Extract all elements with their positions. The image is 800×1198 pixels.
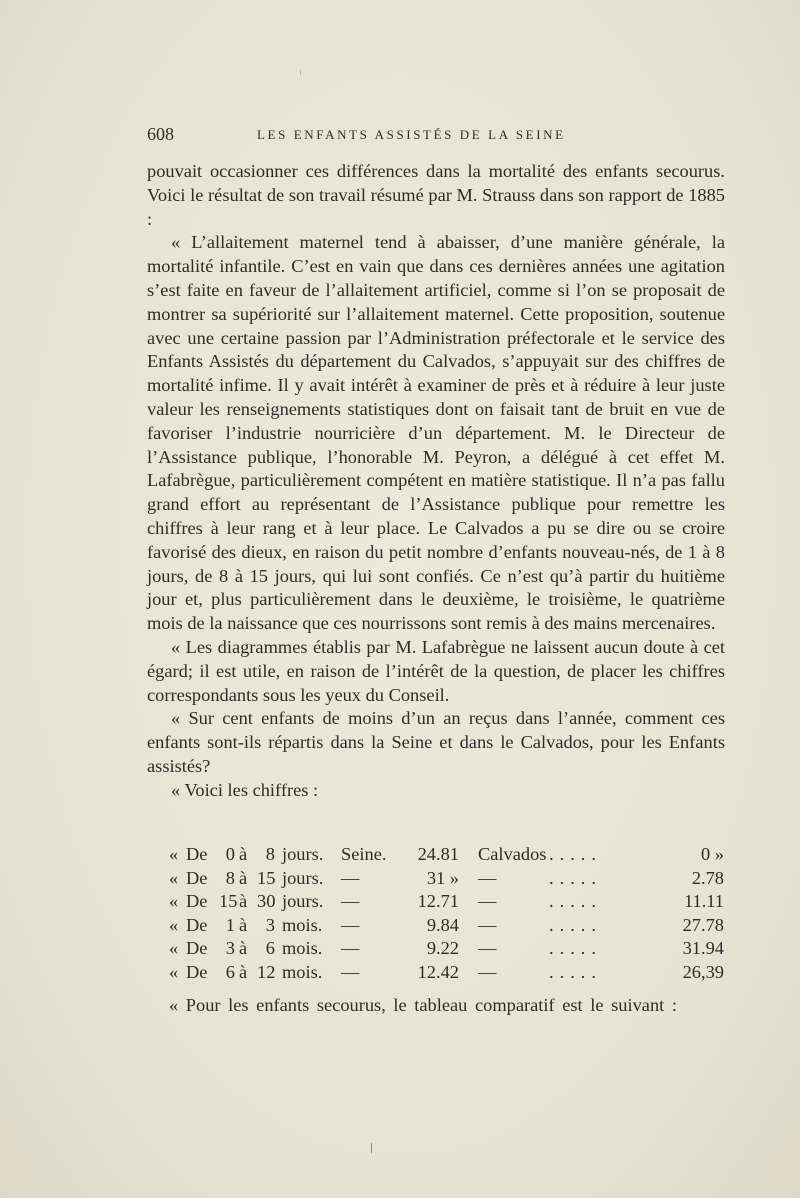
row-a: à: [239, 961, 248, 982]
row-de: De: [186, 961, 208, 982]
calvados-label: Calvados: [478, 844, 547, 864]
table-row: [169, 843, 729, 867]
paragraph: « Les diagrammes établis par M. Lafabrègue ne laissent aucun doute à cet égard; il est utile, en raison de l’intérêt de la question, de placer les chiffres correspondants sous les yeux du Conseil.: [147, 636, 725, 705]
leader-dots: .....: [549, 961, 602, 982]
row-de: De: [186, 938, 208, 959]
calvados-label: —: [478, 914, 497, 935]
row-from: 0: [225, 844, 235, 864]
row-to: 3: [265, 914, 275, 935]
leader-dots: .....: [549, 938, 602, 959]
seine-label: —: [341, 867, 360, 888]
row-quote: «: [169, 891, 179, 912]
table-row: [169, 914, 729, 938]
row-to: 12: [257, 961, 276, 982]
row-quote: «: [169, 914, 179, 935]
calvados-value: 0 »: [701, 844, 724, 864]
table-row: [169, 867, 729, 891]
table-row: [169, 961, 729, 985]
row-from: 8: [225, 867, 235, 888]
table-row: [169, 890, 729, 914]
seine-label: —: [341, 961, 360, 982]
row-a: à: [239, 938, 248, 959]
calvados-value: 2.78: [691, 867, 724, 888]
row-unit: jours.: [282, 844, 324, 864]
row-a: à: [239, 914, 248, 935]
seine-label: —: [341, 891, 360, 912]
seine-value: 31 »: [426, 867, 459, 888]
row-from: 3: [225, 938, 235, 959]
calvados-label: —: [478, 961, 497, 982]
table-row: [169, 937, 729, 961]
row-to: 6: [265, 938, 275, 959]
row-unit: mois.: [282, 938, 323, 959]
calvados-value: 27.78: [682, 914, 724, 935]
seine-value: 12.42: [417, 961, 459, 982]
calvados-value: 31.94: [682, 938, 724, 959]
row-a: à: [239, 891, 248, 912]
row-quote: «: [169, 844, 179, 864]
calvados-value: 11.11: [683, 891, 724, 912]
row-a: à: [239, 844, 248, 864]
paragraph: « Sur cent enfants de moins d’un an reçus dans l’année, comment ces enfants sont-ils répartis dans la Seine et dans le Calvados, pour les Enfants assistés?: [147, 708, 725, 776]
paragraph: « L’allaitement maternel tend à abaisser, d’une manière générale, la mortalité infantile. C’est en vain que dans ces dernières années une agitation s’est faite en faveur de l’allaitement artificiel, comme si l’on se proposait de montrer sa supériorité sur l’allaitement maternel. Cette proposition, soutenue avec une certaine passion par l’Administration préfectorale et le service des Enfants Assistés du département du Calvados, s’appuyait sur des chiffres de mortalité infime. Il y avait intérêt à examiner de près et à réduire à leur juste valeur les renseignements statistiques dont on faisait tant de bruit en vue de favoriser l’industrie nourricière d’un département. M. le Directeur de l’Assistance publique, l’honorable M. Peyron, a délégué à cet effet M. Lafabrègue, particulièrement compétent en matière statistique. Il n’a pas fallu grand effort au représentant de l’Assistance publique pour remettre les chiffres à leur rang et à leur place. Le Calvados a pu se dire ou se croire favorisé des dieux, en raison du petit nombre d’enfants nouveau-nés, de 1 à 8 jours, de 8 à 15 jours, qui lui sont confiés. Ce n’est qu’à partir du huitième jour et, plus particulièrement dans le deuxième, le troisième, le quatrième mois de la naissance que ces nourrissons sont remis à des mains mercenaires.: [147, 232, 725, 634]
row-unit: mois.: [282, 961, 323, 982]
body-text: [147, 160, 725, 803]
page-number: 608: [147, 124, 174, 144]
paragraph: pouvait occasionner ces différences dans la mortalité des enfants secourus. Voici le résultat de son travail résumé par M. Strauss dans son rapport de 1885 :: [147, 161, 725, 229]
row-de: De: [186, 914, 208, 935]
seine-label: —: [341, 914, 360, 935]
closing-line: « Pour les enfants secourus, le tableau comparatif est le suivant :: [169, 995, 677, 1015]
row-quote: «: [169, 938, 179, 959]
calvados-label: —: [478, 891, 497, 912]
row-from: 15: [219, 891, 238, 912]
page-header: [147, 124, 725, 146]
leader-dots: .....: [549, 844, 602, 864]
running-title: LES ENFANTS ASSISTÉS DE LA SEINE: [257, 127, 566, 142]
print-speck: [300, 70, 301, 75]
row-unit: jours.: [282, 891, 324, 912]
calvados-label: —: [478, 938, 497, 959]
seine-value: 9.84: [426, 914, 459, 935]
paragraph: « Voici les chiffres :: [171, 779, 319, 800]
row-unit: jours.: [282, 867, 324, 888]
seine-value: 9.22: [426, 938, 459, 959]
row-unit: mois.: [282, 914, 323, 935]
seine-value: 12.71: [417, 891, 459, 912]
seine-label: —: [341, 938, 360, 959]
row-quote: «: [169, 867, 179, 888]
leader-dots: .....: [549, 914, 602, 935]
row-from: 1: [225, 914, 235, 935]
row-from: 6: [225, 961, 235, 982]
seine-value: 24.81: [417, 844, 459, 864]
row-de: De: [186, 844, 208, 864]
calvados-value: 26,39: [682, 961, 724, 982]
row-to: 8: [265, 844, 275, 864]
row-de: De: [186, 867, 208, 888]
row-a: à: [239, 867, 248, 888]
row-to: 15: [257, 867, 276, 888]
leader-dots: .....: [549, 867, 602, 888]
seine-label: Seine.: [341, 844, 387, 864]
row-de: De: [186, 891, 208, 912]
print-speck: [371, 1143, 372, 1153]
leader-dots: .....: [549, 891, 602, 912]
row-quote: «: [169, 961, 179, 982]
row-to: 30: [257, 891, 276, 912]
mortality-table: [169, 843, 729, 985]
calvados-label: —: [478, 867, 497, 888]
